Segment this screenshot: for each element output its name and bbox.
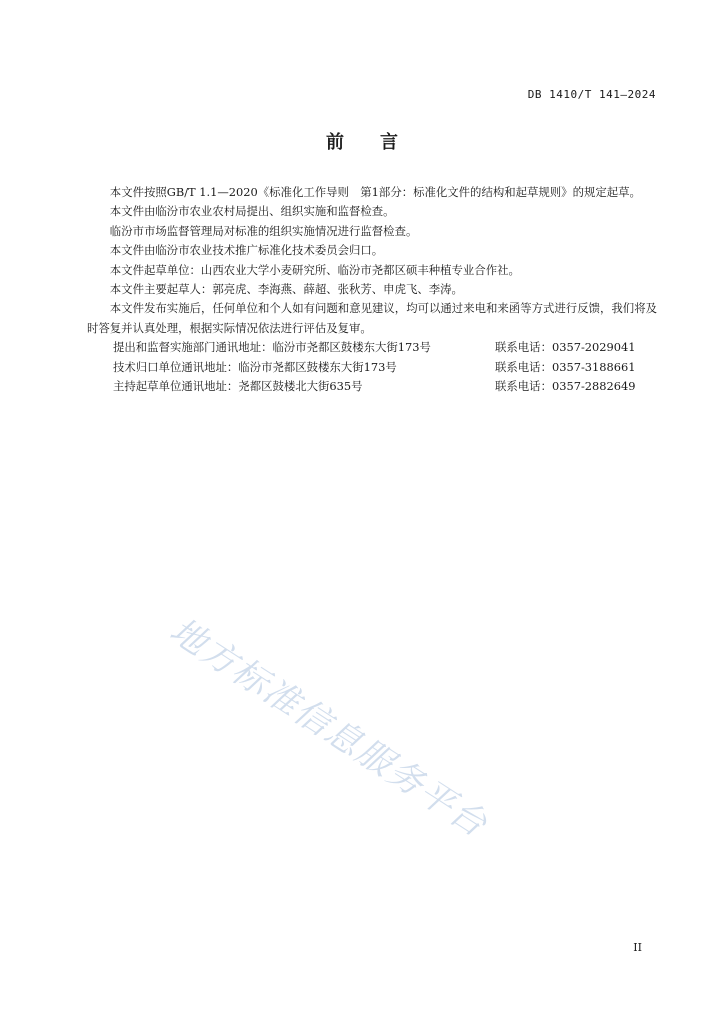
title-char-2: 言	[380, 132, 398, 153]
watermark: 地方标准信息服务平台	[162, 610, 495, 846]
contact-address: 技术归口单位通讯地址：临汾市尧都区鼓楼东大街173号	[113, 359, 397, 374]
contact-row	[87, 377, 657, 396]
paragraph-drafting-units: 本文件起草单位：山西农业大学小麦研究所、临汾市尧都区硕丰种植专业合作社。	[109, 262, 520, 277]
contact-row	[87, 358, 657, 377]
contact-row	[87, 338, 657, 357]
page-number: II	[633, 941, 642, 954]
contact-phone: 联系电话：0357-3188661	[495, 359, 636, 374]
contact-address: 提出和监督实施部门通讯地址：临汾市尧都区鼓楼东大街173号	[113, 340, 431, 355]
paragraph-feedback: 本文件发布实施后，任何单位和个人如有问题和意见建议，均可以通过来电和来函等方式进行反馈，我们将及时答复并认真处理，根据实际情况依法进行评估及复审。	[87, 301, 657, 335]
title-char-1: 前	[326, 132, 344, 153]
contact-phone: 联系电话：0357-2029041	[495, 340, 636, 355]
page-title	[0, 128, 724, 154]
contact-address: 主持起草单位通讯地址：尧都区鼓楼北大街635号	[113, 379, 363, 394]
paragraph-drafters: 本文件主要起草人：郭亮虎、李海燕、薛超、张秋芳、申虎飞、李涛。	[109, 282, 463, 297]
contact-phone: 联系电话：0357-2882649	[495, 379, 636, 394]
paragraph-proposer: 本文件由临汾市农业农村局提出、组织实施和监督检查。	[109, 204, 395, 219]
paragraph-drafting-rules: 本文件按照GB/T 1.1—2020《标准化工作导则 第1部分：标准化文件的结构和起草规则》的规定起草。	[109, 185, 641, 199]
document-code: DB 1410/T 141—2024	[527, 88, 656, 101]
paragraph-centralized-unit: 本文件由临汾市农业技术推广标准化技术委员会归口。	[109, 243, 384, 258]
document-body	[87, 183, 657, 396]
paragraph-supervisor: 临汾市市场监督管理局对标准的组织实施情况进行监督检查。	[109, 223, 418, 238]
